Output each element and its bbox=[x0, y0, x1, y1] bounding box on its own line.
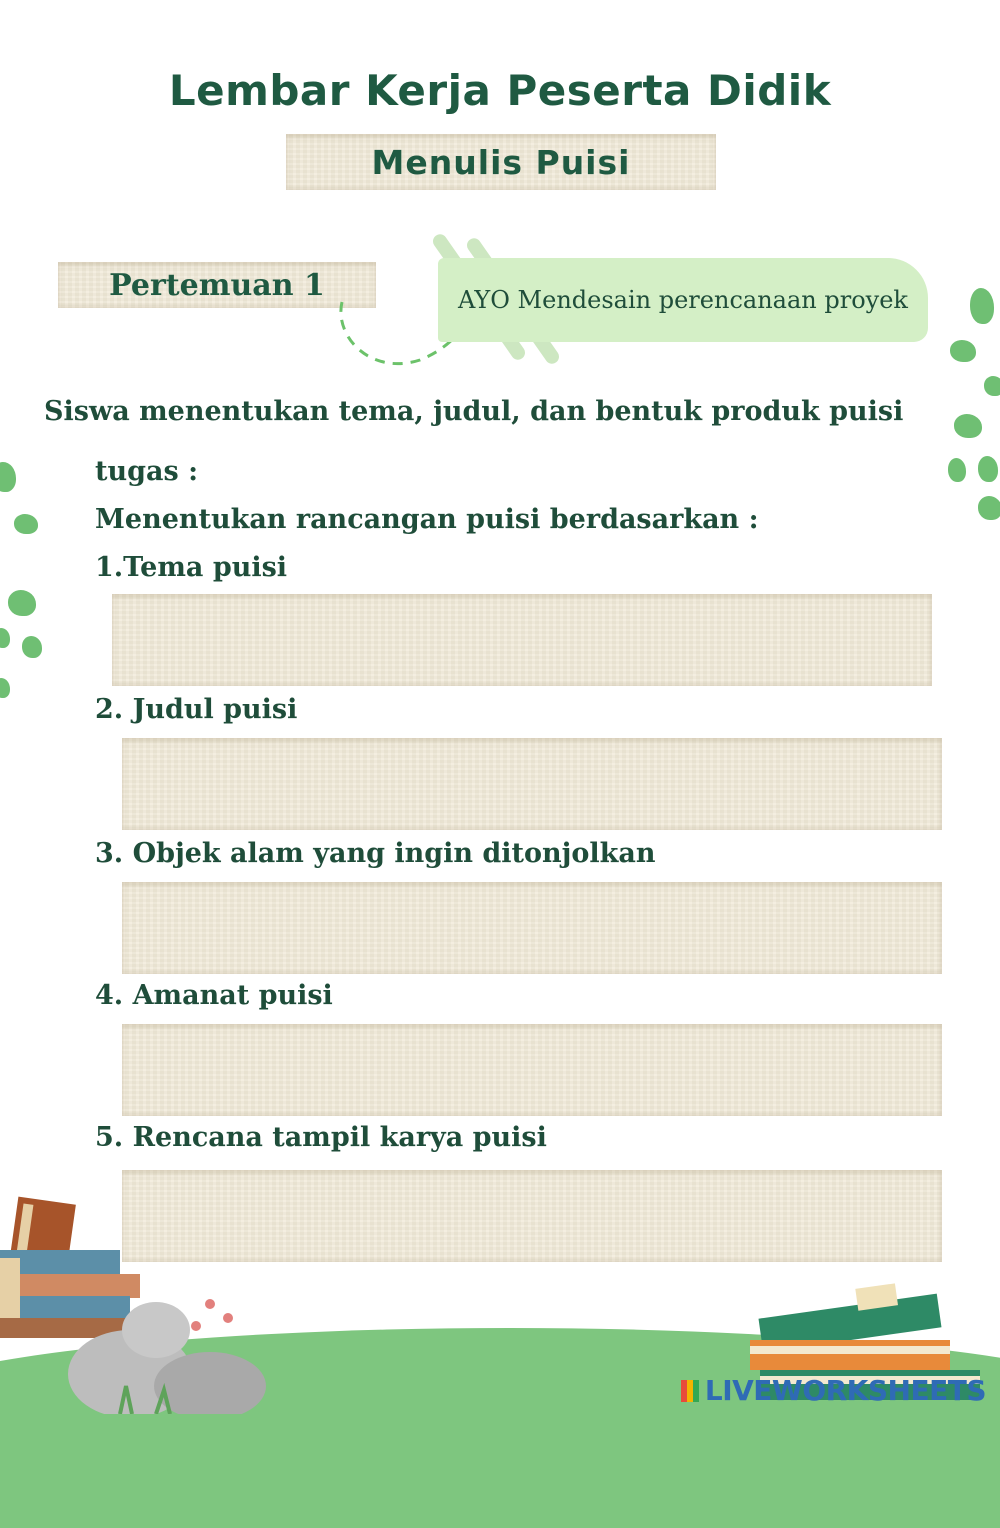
leaf-decoration bbox=[978, 456, 998, 482]
rocks-icon bbox=[60, 1290, 280, 1414]
leaf-decoration bbox=[970, 288, 994, 324]
leaf-decoration bbox=[14, 514, 38, 534]
callout-text: AYO Mendesain perencanaan proyek bbox=[458, 286, 908, 314]
task-instruction: Menentukan rancangan puisi berdasarkan : bbox=[95, 504, 759, 535]
liveworksheets-logo bbox=[681, 1374, 986, 1407]
answer-field-amanat[interactable] bbox=[122, 1024, 942, 1116]
leaf-decoration bbox=[954, 414, 982, 438]
watermark-text: LIVEWORKSHEETS bbox=[704, 1374, 986, 1407]
answer-field-rencana[interactable] bbox=[122, 1170, 942, 1262]
leaf-decoration bbox=[984, 376, 1000, 396]
item-label-judul: 2. Judul puisi bbox=[95, 694, 298, 725]
meeting-label: Pertemuan 1 bbox=[109, 267, 325, 303]
leaf-decoration bbox=[0, 462, 16, 492]
subtitle-banner bbox=[286, 134, 716, 190]
answer-field-judul[interactable] bbox=[122, 738, 942, 830]
callout-box bbox=[438, 258, 928, 342]
item-label-objek: 3. Objek alam yang ingin ditonjolkan bbox=[95, 838, 656, 869]
item-label-amanat: 4. Amanat puisi bbox=[95, 980, 333, 1011]
leaf-decoration bbox=[0, 628, 10, 648]
leaf-decoration bbox=[22, 636, 42, 658]
answer-field-tema[interactable] bbox=[112, 594, 932, 686]
task-label: tugas : bbox=[95, 456, 199, 487]
meeting-banner bbox=[58, 262, 376, 308]
leaf-decoration bbox=[950, 340, 976, 362]
item-label-tema: 1.Tema puisi bbox=[95, 552, 288, 583]
liveworksheets-icon bbox=[681, 1380, 699, 1402]
leaf-decoration bbox=[8, 590, 36, 616]
intro-text: Siswa menentukan tema, judul, dan bentuk produk puisi bbox=[44, 396, 904, 427]
page-title: Lembar Kerja Peserta Didik bbox=[168, 66, 832, 115]
leaf-decoration bbox=[948, 458, 966, 482]
leaf-decoration bbox=[0, 678, 10, 698]
leaf-decoration bbox=[978, 496, 1000, 520]
page-subtitle: Menulis Puisi bbox=[371, 142, 631, 182]
answer-field-objek[interactable] bbox=[122, 882, 942, 974]
item-label-rencana: 5. Rencana tampil karya puisi bbox=[95, 1122, 547, 1153]
